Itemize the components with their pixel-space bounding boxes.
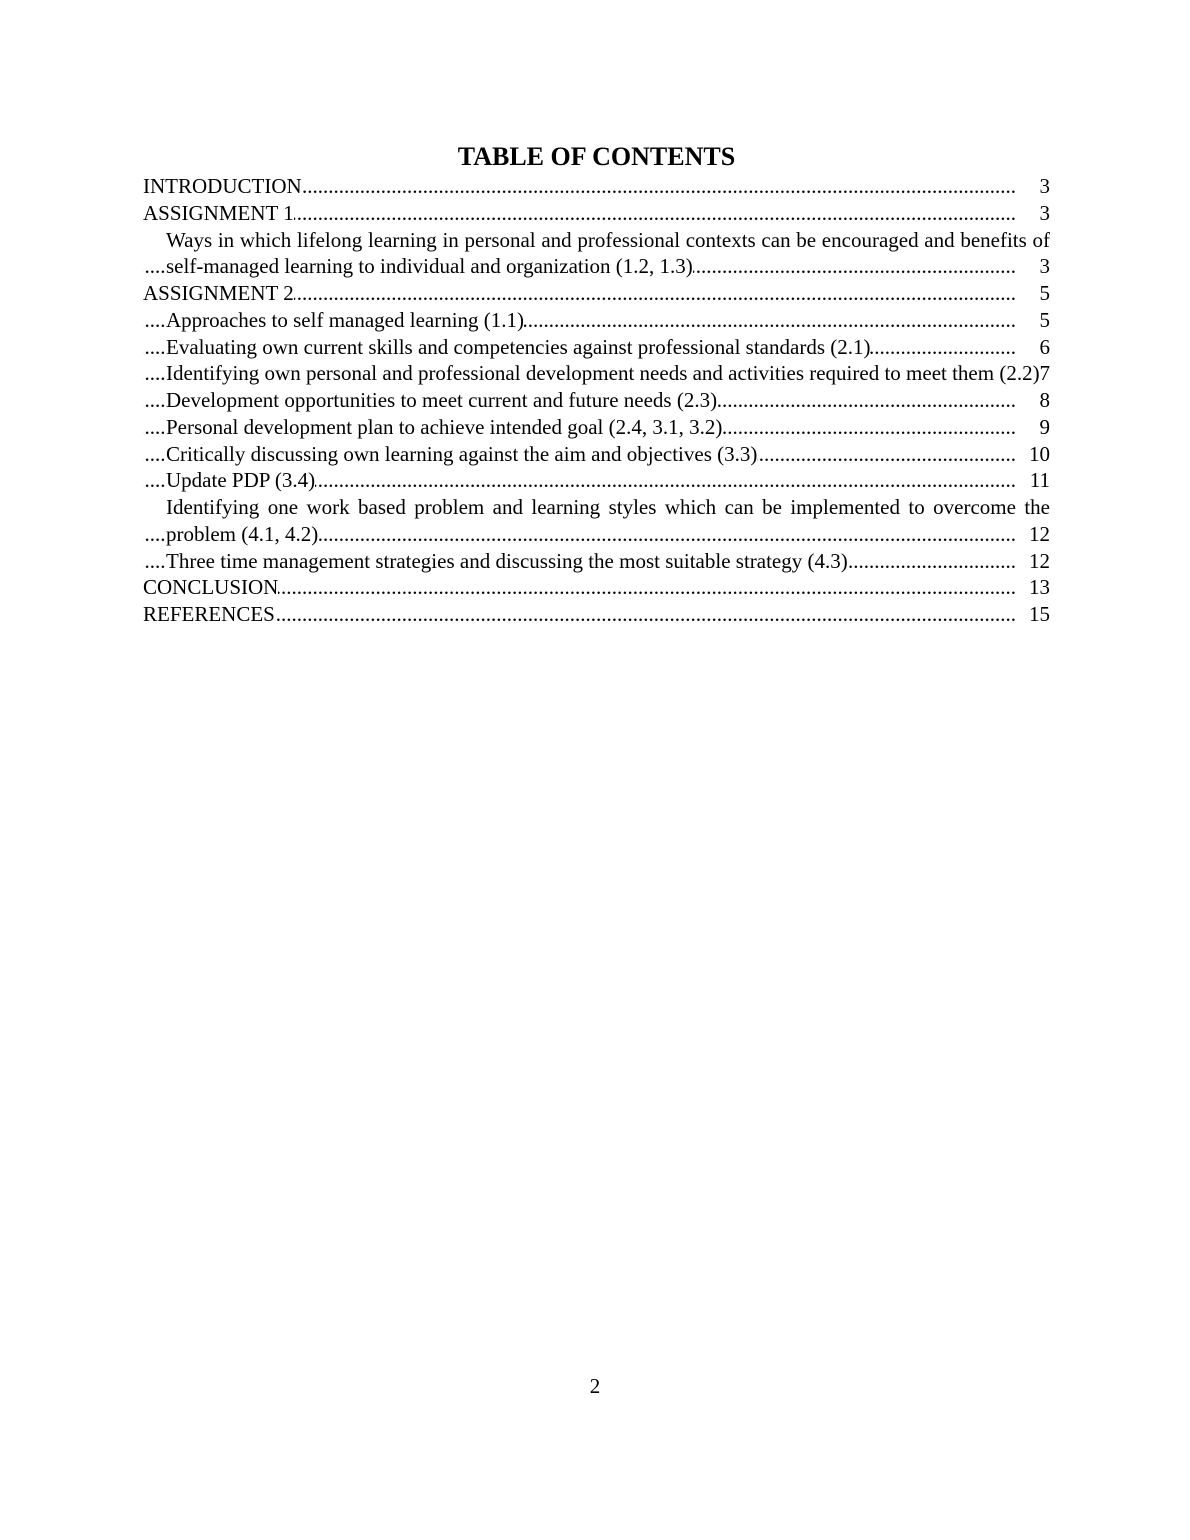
toc-entry-development-needs[interactable] xyxy=(143,360,1050,387)
toc-entry-text: Development opportunities to meet current and future needs (2.3) xyxy=(166,388,718,412)
toc-entry-page: 12 xyxy=(1029,548,1050,573)
toc-entry-assignment-2[interactable] xyxy=(143,280,1050,307)
toc-entry-time-management[interactable] xyxy=(143,548,1050,575)
toc-entry-page: 13 xyxy=(1029,575,1050,600)
toc-entry-page: 15 xyxy=(1029,602,1050,626)
toc-entry-assignment-1[interactable] xyxy=(143,200,1050,227)
toc-entry-personal-development-plan[interactable] xyxy=(143,414,1050,441)
toc-entry-text: INTRODUCTION xyxy=(143,174,302,198)
toc-entry-work-based-problem[interactable] xyxy=(143,494,1050,548)
toc-entry-text: CONCLUSION xyxy=(143,575,279,600)
toc-entry-conclusion[interactable] xyxy=(143,574,1050,601)
toc-entry-page: 3 xyxy=(1039,200,1050,225)
toc-entry-development-opportunities[interactable] xyxy=(143,387,1050,414)
toc-entry-update-pdp[interactable] xyxy=(143,467,1050,494)
toc-entry-page: 7 xyxy=(1039,361,1050,386)
toc-entry-text: Critically discussing own learning against the aim and objectives (3.3) xyxy=(166,441,758,466)
toc-entry-page: 5 xyxy=(1039,307,1050,332)
toc-entry-text: Ways in which lifelong learning in personal and professional contexts can be encouraged and benefits of self-managed learning to individual and organization (1.2, 1.3) xyxy=(166,227,1050,279)
toc-entry-page: 6 xyxy=(1039,334,1050,359)
toc-entry-text: Identifying one work based problem and learning styles which can be implemented to overcome the problem (4.1, 4.2) xyxy=(166,495,1050,546)
toc-entry-page: 5 xyxy=(1039,281,1050,305)
toc-entry-text: REFERENCES xyxy=(143,602,275,626)
toc-entry-page: 9 xyxy=(1039,414,1050,439)
page-number: 2 xyxy=(589,1374,601,1398)
toc-entry-approaches[interactable] xyxy=(143,307,1050,334)
toc-entry-page: 3 xyxy=(1039,174,1050,198)
toc-entry-evaluating-skills[interactable] xyxy=(143,334,1050,361)
toc-entry-references[interactable] xyxy=(143,601,1050,628)
toc-entry-page: 11 xyxy=(1029,468,1050,493)
toc-entry-page: 3 xyxy=(1039,254,1050,279)
toc-entry-text: Evaluating own current skills and competencies against professional standards (2.1) xyxy=(166,334,871,359)
toc-list xyxy=(143,173,1050,628)
toc-entry-text: ASSIGNMENT 2 xyxy=(143,281,294,305)
toc-entry-lifelong-learning[interactable] xyxy=(143,227,1050,281)
toc-entry-introduction[interactable] xyxy=(143,173,1050,200)
toc-entry-text: Three time management strategies and discussing the most suitable strategy (4.3) xyxy=(166,548,848,573)
toc-entry-text: Identifying own personal and professional development needs and activities required to meet them (2.2) xyxy=(166,361,1040,386)
toc-entry-critically-discussing[interactable] xyxy=(143,441,1050,468)
toc-entry-text: Personal development plan to achieve intended goal (2.4, 3.1, 3.2) xyxy=(166,414,723,439)
toc-entry-text: Approaches to self managed learning (1.1) xyxy=(166,307,525,332)
toc-entry-page: 10 xyxy=(1029,441,1050,466)
toc-entry-page: 8 xyxy=(1039,388,1050,412)
toc-entry-page: 12 xyxy=(1029,521,1050,546)
toc-entry-text: ASSIGNMENT 1 xyxy=(143,200,294,225)
toc-title: TABLE OF CONTENTS xyxy=(457,142,736,171)
toc-entry-text: Update PDP (3.4) xyxy=(166,468,316,493)
